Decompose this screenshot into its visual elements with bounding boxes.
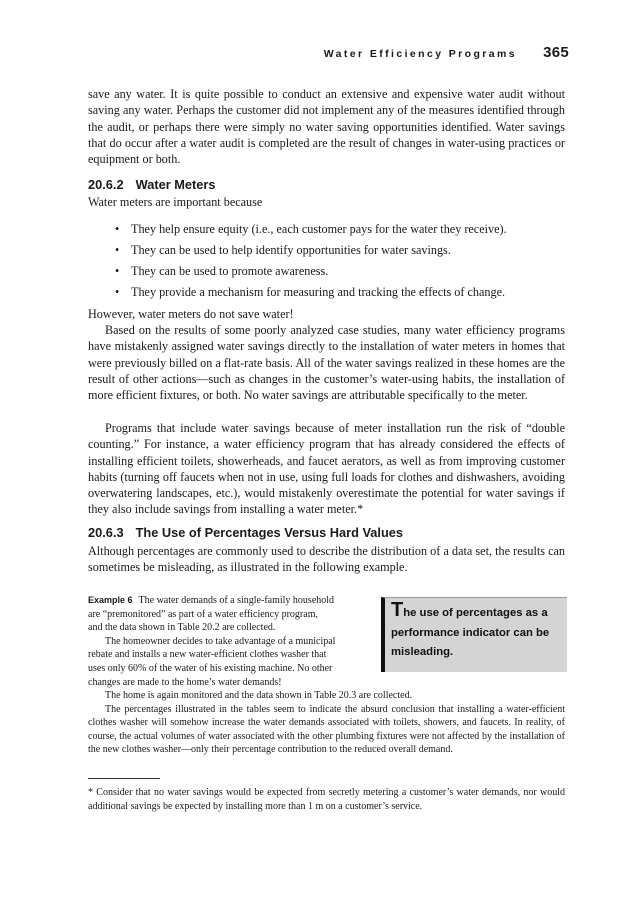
example-label: Example 6 — [88, 595, 133, 605]
section-title: The Use of Percentages Versus Hard Values — [135, 525, 404, 540]
section-title: Water Meters — [135, 177, 216, 192]
callout-drop-letter: T — [391, 599, 404, 621]
bullet-icon: • — [115, 264, 120, 278]
list-item: • They help ensure equity (i.e., each customer pays for the water they receive). — [115, 222, 507, 236]
example-6-bottom: The home is again monitored and the data shown in Table 20.3 are collected. The percentages illustrated in the tables seem to indicate the absurd conclusion that installing a water-efficient clothes washer will somehow increase the water demands associated with toilets, showers, and faucets. In reality, of course, the actual volumes of water associated with the other plumbing fixtures were not affected by the installation of the new clothes washer—only their percentage contribution to the reduced overall demand. — [88, 690, 565, 756]
meters-lead-text: Water meters are important because — [88, 195, 263, 209]
intro-paragraph: save any water. It is quite possible to conduct an extensive and expensive water audit without saving any water. Perhaps the customer did not implement any of the measures identified through the audit, or perhaps there were simply no water saving opportunities identified. Water savings that do occur after a water audit is completed are the result of changes in water-using practices or equipment or both. — [88, 87, 565, 167]
percentages-intro-paragraph: Although percentages are commonly used to describe the distribution of a data set, the results can sometimes be misleading, as illustrated in the following example. — [88, 544, 565, 575]
meters-double-counting-paragraph: Programs that include water savings because of meter installation run the risk of “double counting.” For instance, a water efficiency program that has already considered the effects of installing efficient toilets, showerheads, and faucet aerators, as well as from improving customer habits (turning off faucets when not in use, using full loads for clothes and dishwashers, avoiding overwatering landscapes, etc.), would mistakenly overestimate the potential for water savings if they also include savings from installing a water meter.* — [88, 421, 565, 517]
footnote-divider — [88, 778, 160, 779]
meters-no-savings-text: However, water meters do not save water! — [88, 307, 294, 321]
bullet-icon: • — [115, 222, 120, 236]
meters-bullet-list — [115, 221, 565, 305]
list-item: • They provide a mechanism for measuring and tracking the effects of change. — [115, 285, 506, 299]
list-item: • They can be used to promote awareness. — [115, 264, 329, 278]
bullet-icon: • — [115, 285, 120, 299]
meters-case-studies-paragraph: Based on the results of some poorly analyzed case studies, many water efficiency programs have mistakenly assigned water savings directly to the installation of water meters in homes that were previously billed on a flat-rate basis. All of the water savings realized in these homes are the result of other actions—such as changes in the customer’s water-using habits, the installation of more efficient fixtures, or both. No water savings are attributable specifically to the meter. — [88, 323, 565, 403]
section-heading-percentages — [88, 525, 565, 540]
callout-text: he use of percentages as a performance indicator can be misleading. — [391, 607, 550, 658]
callout-box — [381, 597, 567, 672]
list-item: • They can be used to help identify opportunities for water savings. — [115, 243, 451, 257]
footnote: * Consider that no water savings would be expected from secretly metering a customer’s water demands, nor would additional savings be expected by installing more than 1 m on a customer’s service. — [88, 787, 565, 812]
page-number: 365 — [543, 44, 569, 61]
running-head-title: Water Efficiency Programs — [323, 48, 517, 60]
example-6-top: Example 6 The water demands of a single-family household are “premonitored” as part of a water efficiency program, and the data shown in Table 20.2 are collected. The homeowner decides to take advantage of a municipal rebate and installs a new water-efficient clothes washer that uses only 60% of the water of his existing machine. No other changes are made to the home’s water demands! — [88, 595, 336, 688]
section-number: 20.6.3 — [88, 525, 124, 540]
running-head — [88, 44, 569, 62]
section-number: 20.6.2 — [88, 177, 124, 192]
bullet-icon: • — [115, 243, 120, 257]
section-heading-water-meters — [88, 177, 565, 192]
